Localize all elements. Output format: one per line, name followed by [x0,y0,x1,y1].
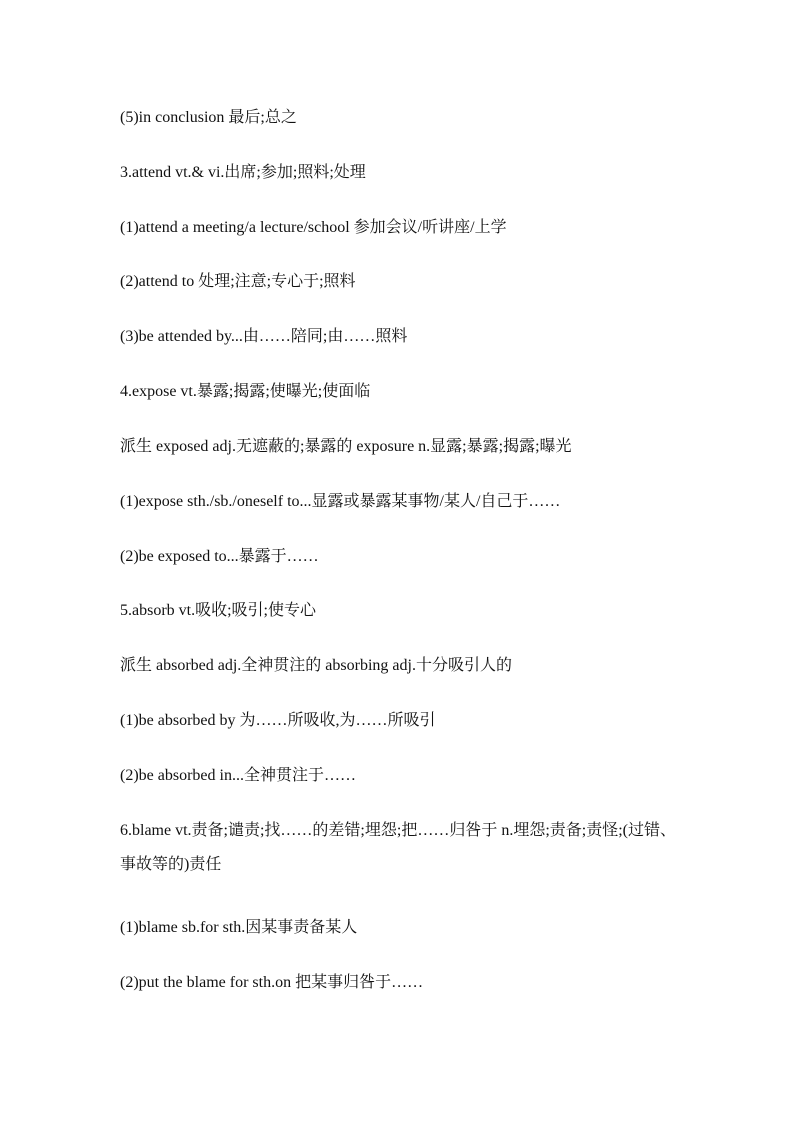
text-line: 3.attend vt.& vi.出席;参加;照料;处理 [120,164,366,181]
text-line: (1)attend a meeting/a lecture/school 参加会议/听讲座/上学 [120,219,507,236]
text-line: (2)be absorbed in...全神贯注于…… [120,767,356,784]
text-line: 5.absorb vt.吸收;吸引;使专心 [120,602,316,619]
text-line: (2)attend to 处理;注意;专心于;照料 [120,273,356,290]
text-line: (3)be attended by...由……陪同;由……照料 [120,328,408,345]
text-line: (2)be exposed to...暴露于…… [120,548,319,565]
text-line: 派生 exposed adj.无遮蔽的;暴露的 exposure n.显露;暴露;揭露;曝光 [120,438,572,455]
text-line: (1)blame sb.for sth.因某事责备某人 [120,919,358,936]
text-line: (1)be absorbed by 为……所吸收,为……所吸引 [120,712,436,729]
text-line: 4.expose vt.暴露;揭露;使曝光;使面临 [120,383,371,400]
text-line: (5)in conclusion 最后;总之 [120,109,297,126]
text-line: (2)put the blame for sth.on 把某事归咎于…… [120,974,424,991]
text-line: 6.blame vt.责备;谴责;找……的差错;埋怨;把……归咎于 n.埋怨;责备;责怪;(过错、事故等的)责任 [120,822,676,873]
text-line: 派生 absorbed adj.全神贯注的 absorbing adj.十分吸引人的 [120,657,512,674]
text-line: (1)expose sth./sb./oneself to...显露或暴露某事物/某人/自己于…… [120,493,561,510]
